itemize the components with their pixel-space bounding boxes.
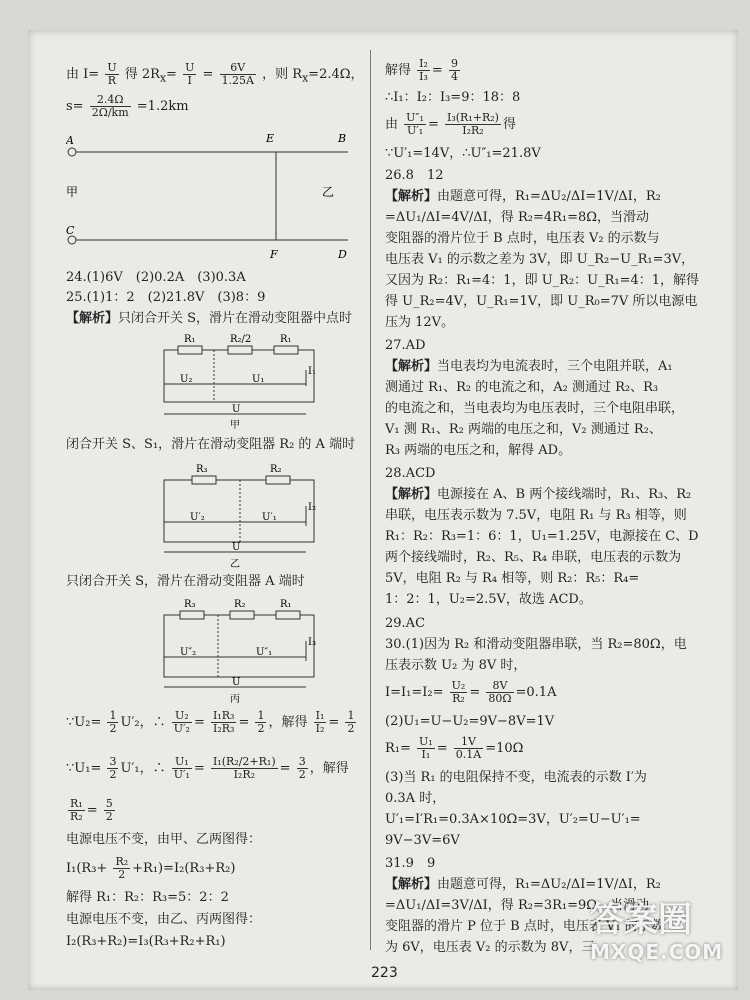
equation-r1-r2: $\frac{\text{R₁}}{\text{R₂}}$ = $\frac{5}{2}$ bbox=[70, 797, 113, 823]
equation-r1: R₁= $\frac{\text{U₁}}{\text{I₁}}$ = $\frac{1V}{0.1A}$ =10Ω bbox=[385, 735, 524, 761]
answer-30-part-3-line-0: (3)当 R₁ 的电阻保持不变，电流表的示数 I′为 bbox=[385, 770, 647, 785]
analysis-27-line-1: 测通过 R₁、R₂ 的电流之和，A₂ 测通过 R₂、R₃ bbox=[385, 380, 659, 395]
analysis-31-line-3: 为 6V，电压表 V₂ 的示数为 8V，三 bbox=[385, 940, 595, 955]
circuit-yi bbox=[156, 460, 326, 570]
svg-text:U″₁: U″₁ bbox=[256, 647, 273, 658]
analysis-26-line-6: 压为 12V。 bbox=[385, 315, 455, 330]
answer-27: 27.AD bbox=[385, 338, 426, 353]
svg-text:U″₂: U″₂ bbox=[180, 647, 197, 658]
svg-text:U: U bbox=[232, 677, 241, 688]
label-e: E bbox=[266, 132, 275, 145]
label-c: C bbox=[66, 224, 75, 237]
label-d: D bbox=[338, 248, 347, 261]
analysis-31-line-0: 【解析】由题意可得，R₁=ΔU₂/ΔI=1V/ΔI，R₂ bbox=[385, 877, 661, 892]
answer-31: 31.9 9 bbox=[385, 856, 436, 871]
analysis-28-line-2: R₁：R₂：R₃=1：6：1，U₁=1.25V，电源接在 C、D bbox=[385, 529, 699, 544]
svg-text:U₂: U₂ bbox=[180, 374, 193, 385]
analysis-27-line-2: 的电流之和，当电表均为电压表时，三个电阻串联， bbox=[385, 401, 685, 416]
circuit-bing bbox=[156, 595, 326, 705]
svg-text:U₁: U₁ bbox=[252, 374, 265, 385]
voltage-result: ∵U′₁=14V，∴U″₁=21.8V bbox=[385, 146, 541, 161]
label-yi: 乙 bbox=[322, 185, 335, 199]
svg-text:U: U bbox=[232, 542, 241, 553]
analysis-31-line-2: 变阻器的滑片 P 位于 B 点时，电压表 V₁ 的示数 bbox=[385, 919, 664, 934]
equation-current-1: I₁(R₃+ $\frac{\text{R₂}}{2}$ +R₁)=I₂(R₃+R₂) bbox=[66, 855, 236, 881]
answer-28: 28.ACD bbox=[385, 466, 436, 481]
svg-text:U: U bbox=[232, 404, 241, 415]
label-b: B bbox=[338, 132, 347, 145]
svg-text:I₂: I₂ bbox=[308, 502, 316, 513]
analysis-28-line-4: 5V，电阻 R₂ 与 R₄ 相等，则 R₂：R₅：R₄= bbox=[385, 571, 640, 586]
analysis-27-line-4: R₃ 两端的电压之和，解得 AD。 bbox=[385, 443, 572, 458]
equation-current-2: I₂(R₃+R₂)=I₃(R₃+R₂+R₁) bbox=[66, 934, 226, 949]
analysis-26-line-0: 【解析】由题意可得，R₁=ΔU₂/ΔI=1V/ΔI，R₂ bbox=[385, 189, 661, 204]
circuit-jia bbox=[156, 330, 326, 430]
analysis-25-intro: 【解析】只闭合开关 S，滑片在滑动变阻器中点时 bbox=[66, 311, 353, 326]
svg-text:甲: 甲 bbox=[230, 420, 240, 430]
answer-30-part-2: (2)U₁=U−U₂=9V−8V=1V bbox=[385, 714, 555, 729]
analysis-25-text-f: 电源电压不变，由乙、丙两图得： bbox=[66, 912, 262, 927]
label-a: A bbox=[66, 134, 74, 147]
analysis-28-line-1: 串联，电压表示数为 7.5V，电阻 R₁ 与 R₃ 相等，则 bbox=[385, 508, 687, 523]
equation-u2: ∵U₂= $\frac{1}{2}$ U′₂，∴ $\frac{\text{U₂}}{\text{U′₂}}$ = $\frac{\text{I₁R₃}}{\text{I₂R₃}}$ = $\frac{1}{2}$ ，解得 $\frac{\text{I₁}}{\text{I₂}}$ = $\frac{1}{2}$ bbox=[66, 709, 355, 735]
analysis-31-line-1: =ΔU₁/ΔI=3V/ΔI，得 R₂=3R₁=9Ω，当滑动 bbox=[385, 898, 650, 913]
analysis-26-line-4: 又因为 R₂：R₁=4：1，即 U_R₂：U_R₁=4：1，解得 bbox=[385, 273, 700, 288]
svg-text:乙: 乙 bbox=[230, 559, 240, 570]
formula-line-1: 由 I= $\frac{U}{R}$ 得 $2R_x=$ $\frac{U}{I}$ = $\frac{6V}{1.25A}$ ，则 $R_x=2.4\Omega$， bbox=[66, 61, 364, 87]
analysis-28-line-0: 【解析】电源接在 A、B 两个接线端时，R₁、R₃、R₂ bbox=[385, 487, 692, 502]
label-jia: 甲 bbox=[66, 185, 79, 199]
svg-text:I₃: I₃ bbox=[308, 637, 316, 648]
analysis-28-line-5: 1：2：1，U₂=2.5V，故选 ACD。 bbox=[385, 592, 592, 607]
textbook-page bbox=[28, 30, 738, 990]
watermark-logo-text: 答案圈 bbox=[590, 900, 692, 940]
svg-text:R₁: R₁ bbox=[280, 334, 292, 345]
equation-u1: ∵U₁= $\frac{3}{2}$ U′₁，∴ $\frac{\text{U₁}}{\text{U′₁}}$ = $\frac{\text{I₁(R₂/2+R₁)}}{\text{I₂R₂}}$ = $\frac{3}{2}$ ，解得 bbox=[66, 755, 349, 781]
equation-voltage-ratio: 由 $\frac{\text{U″₁}}{\text{U′₁}}$ = $\frac{\text{I₃(R₁+R₂)}}{\text{I₂R₂}}$ 得 bbox=[385, 111, 516, 137]
analysis-25-case-c: 只闭合开关 S，滑片在滑动变阻器 A 端时 bbox=[66, 574, 305, 589]
answer-24: 24.(1)6V (2)0.2A (3)0.3A bbox=[66, 270, 246, 285]
page-number: 223 bbox=[371, 965, 398, 981]
svg-text:U′₂: U′₂ bbox=[190, 512, 205, 523]
svg-text:丙: 丙 bbox=[230, 694, 240, 705]
analysis-28-line-3: 两个接线端时，R₂、R₅、R₄ 串联，电压表的示数为 bbox=[385, 550, 682, 565]
answer-30-part-3-line-1: 0.3A 时， bbox=[385, 791, 446, 806]
answer-30-part-3-line-2: U′₁=I′R₁=0.3A×10Ω=3V，U′₂=U−U′₁= bbox=[385, 812, 641, 827]
equation-i2-i3: 解得 $\frac{\text{I₂}}{\text{I₃}}$ = $\frac{9}{4}$ bbox=[385, 57, 458, 83]
svg-text:R₂: R₂ bbox=[234, 599, 246, 610]
watermark-url: MXQE.COM bbox=[590, 940, 724, 964]
svg-text:R₂: R₂ bbox=[270, 464, 282, 475]
answer-30-line-0: 30.(1)因为 R₂ 和滑动变阻器串联，当 R₂=80Ω，电 bbox=[385, 637, 687, 652]
svg-text:R₁: R₁ bbox=[280, 599, 292, 610]
svg-text:R₁: R₁ bbox=[184, 334, 196, 345]
answer-26: 26.8 12 bbox=[385, 168, 444, 183]
analysis-25-text-e: 解得 R₁：R₂：R₃=5：2：2 bbox=[66, 890, 229, 905]
analysis-25-text-d: 电源电压不变，由甲、乙两图得： bbox=[66, 832, 262, 847]
svg-text:U′₁: U′₁ bbox=[262, 512, 277, 523]
label-f: F bbox=[270, 248, 278, 261]
equation-current-i: I=I₁=I₂= $\frac{\text{U₂}}{\text{R₂}}$ = $\frac{8V}{80\Omega}$ =0.1A bbox=[385, 679, 557, 705]
answer-30-part-3-line-3: 9V−3V=6V bbox=[385, 833, 460, 848]
answer-30-line-1: 压表示数 U₂ 为 8V 时， bbox=[385, 658, 527, 673]
analysis-26-line-2: 变阻器的滑片位于 B 点时，电压表 V₂ 的示数与 bbox=[385, 231, 660, 246]
formula-line-2: s= $\frac{2.4\Omega}{2\Omega/km}$ =1.2km bbox=[66, 93, 189, 119]
analysis-26-line-1: =ΔU₁/ΔI=4V/ΔI，得 R₂=4R₁=8Ω，当滑动 bbox=[385, 210, 650, 225]
svg-text:R₃: R₃ bbox=[196, 464, 208, 475]
answer-25: 25.(1)1：2 (2)21.8V (3)8：9 bbox=[66, 290, 266, 305]
svg-text:I₁: I₁ bbox=[308, 366, 316, 377]
analysis-27-line-0: 【解析】当电表均为电流表时，三个电阻并联，A₁ bbox=[385, 359, 673, 374]
analysis-27-line-3: V₁ 测 R₁、R₂ 两端的电压之和，V₂ 测通过 R₂、 bbox=[385, 422, 662, 437]
analysis-26-line-3: 电压表 V₁ 的示数之差为 3V，即 U_R₂−U_R₁=3V， bbox=[385, 252, 695, 267]
column-divider bbox=[370, 50, 371, 950]
line-diagram bbox=[66, 130, 366, 270]
answer-29: 29.AC bbox=[385, 616, 426, 631]
analysis-25-case-b: 闭合开关 S、S₁，滑片在滑动变阻器 R₂ 的 A 端时 bbox=[66, 437, 356, 452]
site-watermark bbox=[590, 900, 740, 970]
analysis-26-line-5: 得 U_R₂=4V，U_R₁=1V，即 U_R₀=7V 所以电源电 bbox=[385, 294, 698, 309]
svg-text:R₃: R₃ bbox=[184, 599, 196, 610]
svg-text:R₂/2: R₂/2 bbox=[230, 334, 252, 345]
ratio-line: ∴I₁：I₂：I₃=9：18：8 bbox=[385, 90, 521, 105]
